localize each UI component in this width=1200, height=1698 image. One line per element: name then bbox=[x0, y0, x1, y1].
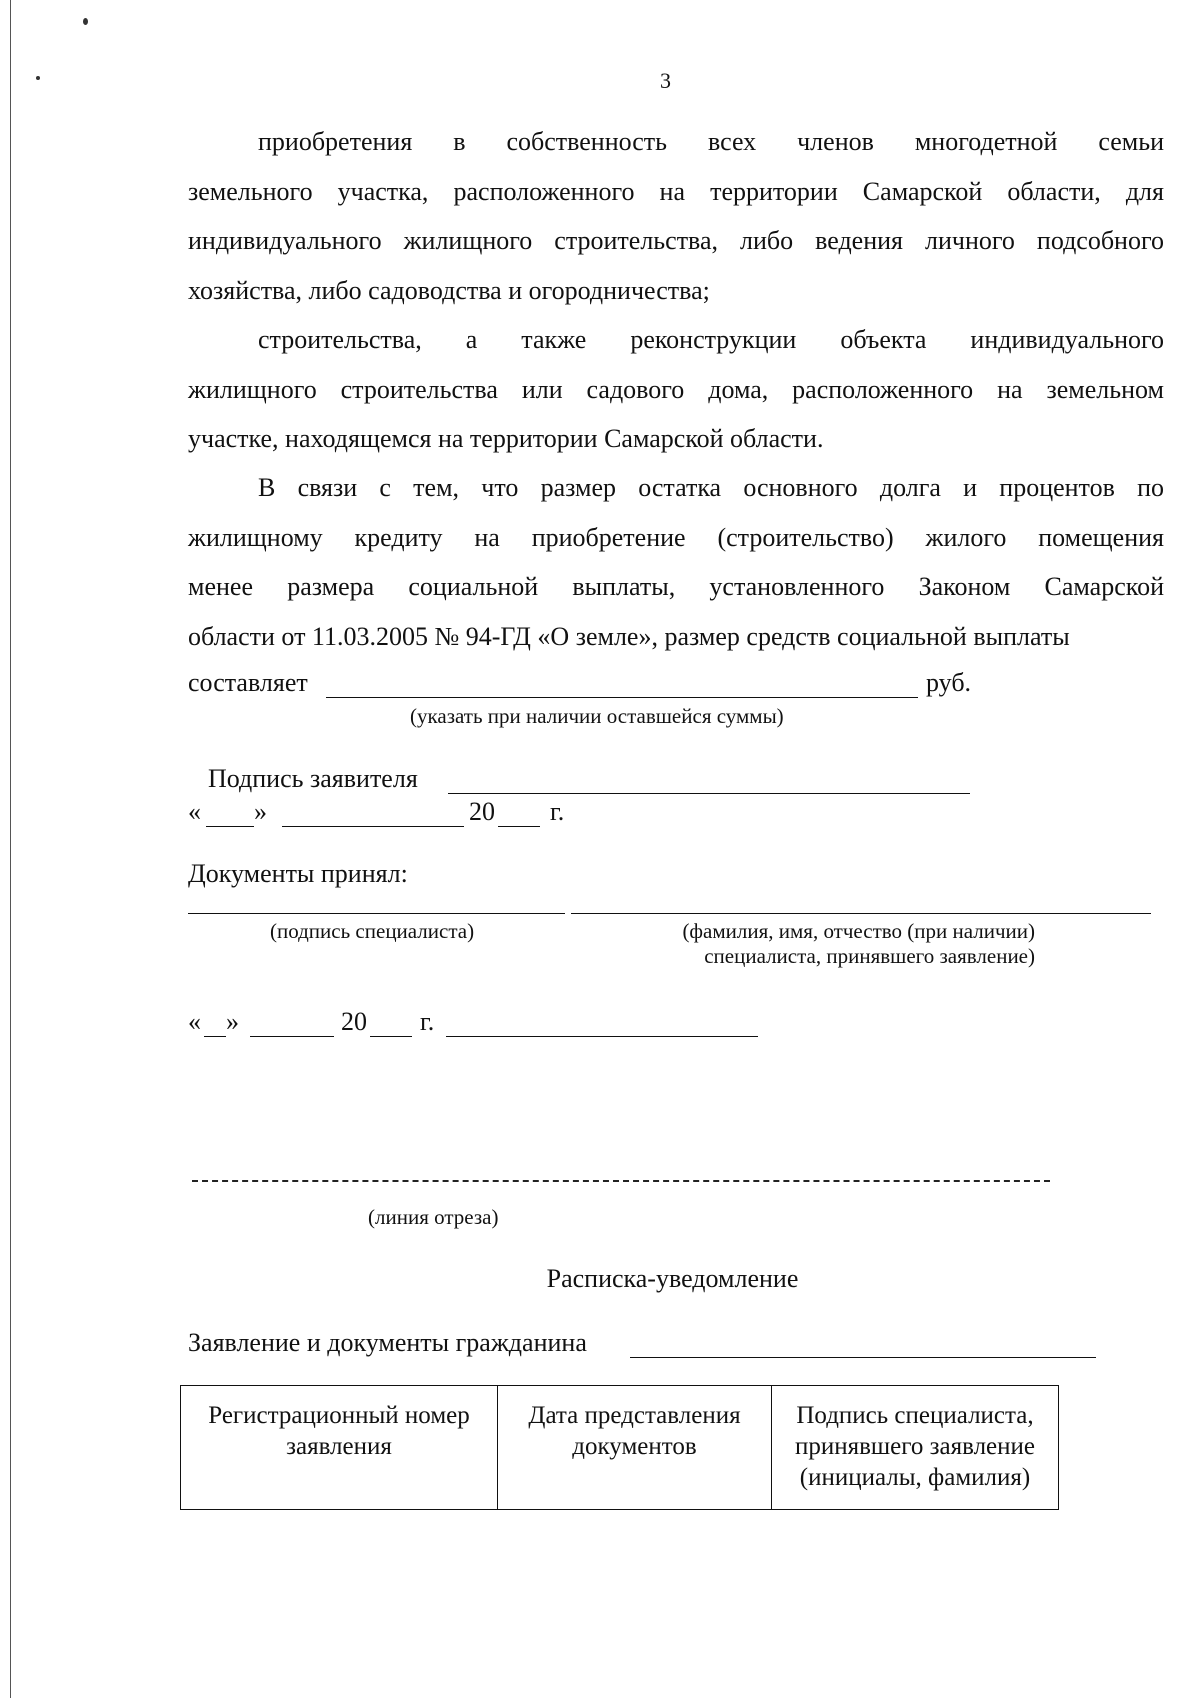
scan-edge-line bbox=[10, 0, 11, 1698]
specialist-signature-hint: (подпись специалиста) bbox=[270, 919, 475, 943]
applicant-month-field[interactable] bbox=[282, 826, 464, 827]
amount-label: составляет bbox=[188, 668, 308, 697]
applicant-signature-field[interactable] bbox=[448, 793, 970, 794]
hint-line: специалиста, принявшего заявление) bbox=[704, 944, 1035, 968]
year-prefix: 20 bbox=[469, 797, 495, 826]
accepted-day-field[interactable] bbox=[204, 1036, 226, 1037]
specialist-name-hint bbox=[620, 919, 1035, 969]
table-header-submission-date: Дата представления документов bbox=[498, 1386, 772, 1510]
applicant-signature-label: Подпись заявителя bbox=[208, 764, 418, 793]
year-prefix: 20 bbox=[341, 1007, 367, 1036]
scan-speck bbox=[83, 18, 88, 25]
hint-line: (фамилия, имя, отчество (при наличии) bbox=[682, 919, 1035, 943]
applicant-day-field[interactable] bbox=[206, 826, 254, 827]
receipt-citizen-field[interactable] bbox=[630, 1357, 1096, 1358]
paragraph-line: земельного участка, расположенного на территории Самарской области, для bbox=[188, 176, 1164, 206]
cut-line-label: (линия отреза) bbox=[368, 1205, 499, 1229]
paragraph-social-payment bbox=[188, 463, 1164, 661]
paragraph-line: жилищному кредиту на приобретение (строительство) жилого помещения bbox=[188, 522, 1164, 552]
receipt-title: Расписка-уведомление bbox=[546, 1264, 799, 1293]
receipt-citizen-label: Заявление и документы гражданина bbox=[188, 1328, 587, 1357]
cut-line bbox=[192, 1180, 1050, 1182]
table-row bbox=[181, 1386, 1059, 1510]
year-suffix: г. bbox=[550, 797, 565, 826]
scan-speck bbox=[36, 76, 40, 80]
paragraph-line: строительства, а также реконструкции объекта индивидуального bbox=[258, 325, 1164, 354]
year-suffix: г. bbox=[420, 1007, 435, 1036]
paragraph-line: области от 11.03.2005 № 94-ГД «О земле», размер средств социальной выплаты bbox=[188, 621, 1070, 651]
receipt-table bbox=[180, 1385, 1059, 1510]
accepted-month-field[interactable] bbox=[250, 1036, 334, 1037]
date-close-quote: » bbox=[226, 1007, 239, 1036]
amount-hint: (указать при наличии оставшейся суммы) bbox=[410, 704, 784, 728]
paragraph-line: приобретения в собственность всех членов многодетной семьи bbox=[258, 127, 1164, 156]
paragraph-line: хозяйства, либо садоводства и огородничества; bbox=[188, 275, 710, 305]
specialist-name-field[interactable] bbox=[571, 913, 1151, 914]
accepted-title: Документы принял: bbox=[188, 859, 408, 888]
table-header-specialist-signature: Подпись специалиста, принявшего заявление (инициалы, фамилия) bbox=[772, 1386, 1059, 1510]
paragraph-line: менее размера социальной выплаты, установленного Законом Самарской bbox=[188, 572, 1164, 601]
applicant-year-field[interactable] bbox=[498, 826, 540, 827]
accepted-extra-field[interactable] bbox=[446, 1036, 758, 1037]
date-open-quote: « bbox=[188, 797, 201, 826]
paragraph-line: жилищного строительства или садового дома, расположенного на земельном bbox=[188, 374, 1164, 404]
paragraph-construction bbox=[188, 315, 1164, 464]
date-open-quote: « bbox=[188, 1007, 201, 1036]
paragraph-acquisition bbox=[188, 117, 1164, 315]
paragraph-line: В связи с тем, что размер остатка основного долга и процентов по bbox=[258, 473, 1164, 502]
paragraph-line: участке, находящемся на территории Самарской области. bbox=[188, 424, 824, 453]
specialist-signature-field[interactable] bbox=[188, 913, 565, 914]
amount-currency: руб. bbox=[926, 668, 972, 697]
paragraph-line: индивидуального жилищного строительства, либо ведения личного подсобного bbox=[188, 226, 1164, 255]
accepted-year-field[interactable] bbox=[370, 1036, 412, 1037]
page-number: 3 bbox=[660, 68, 671, 93]
date-close-quote: » bbox=[254, 797, 267, 826]
amount-field[interactable] bbox=[326, 697, 918, 698]
table-header-registration-number: Регистрационный номер заявления bbox=[181, 1386, 498, 1510]
